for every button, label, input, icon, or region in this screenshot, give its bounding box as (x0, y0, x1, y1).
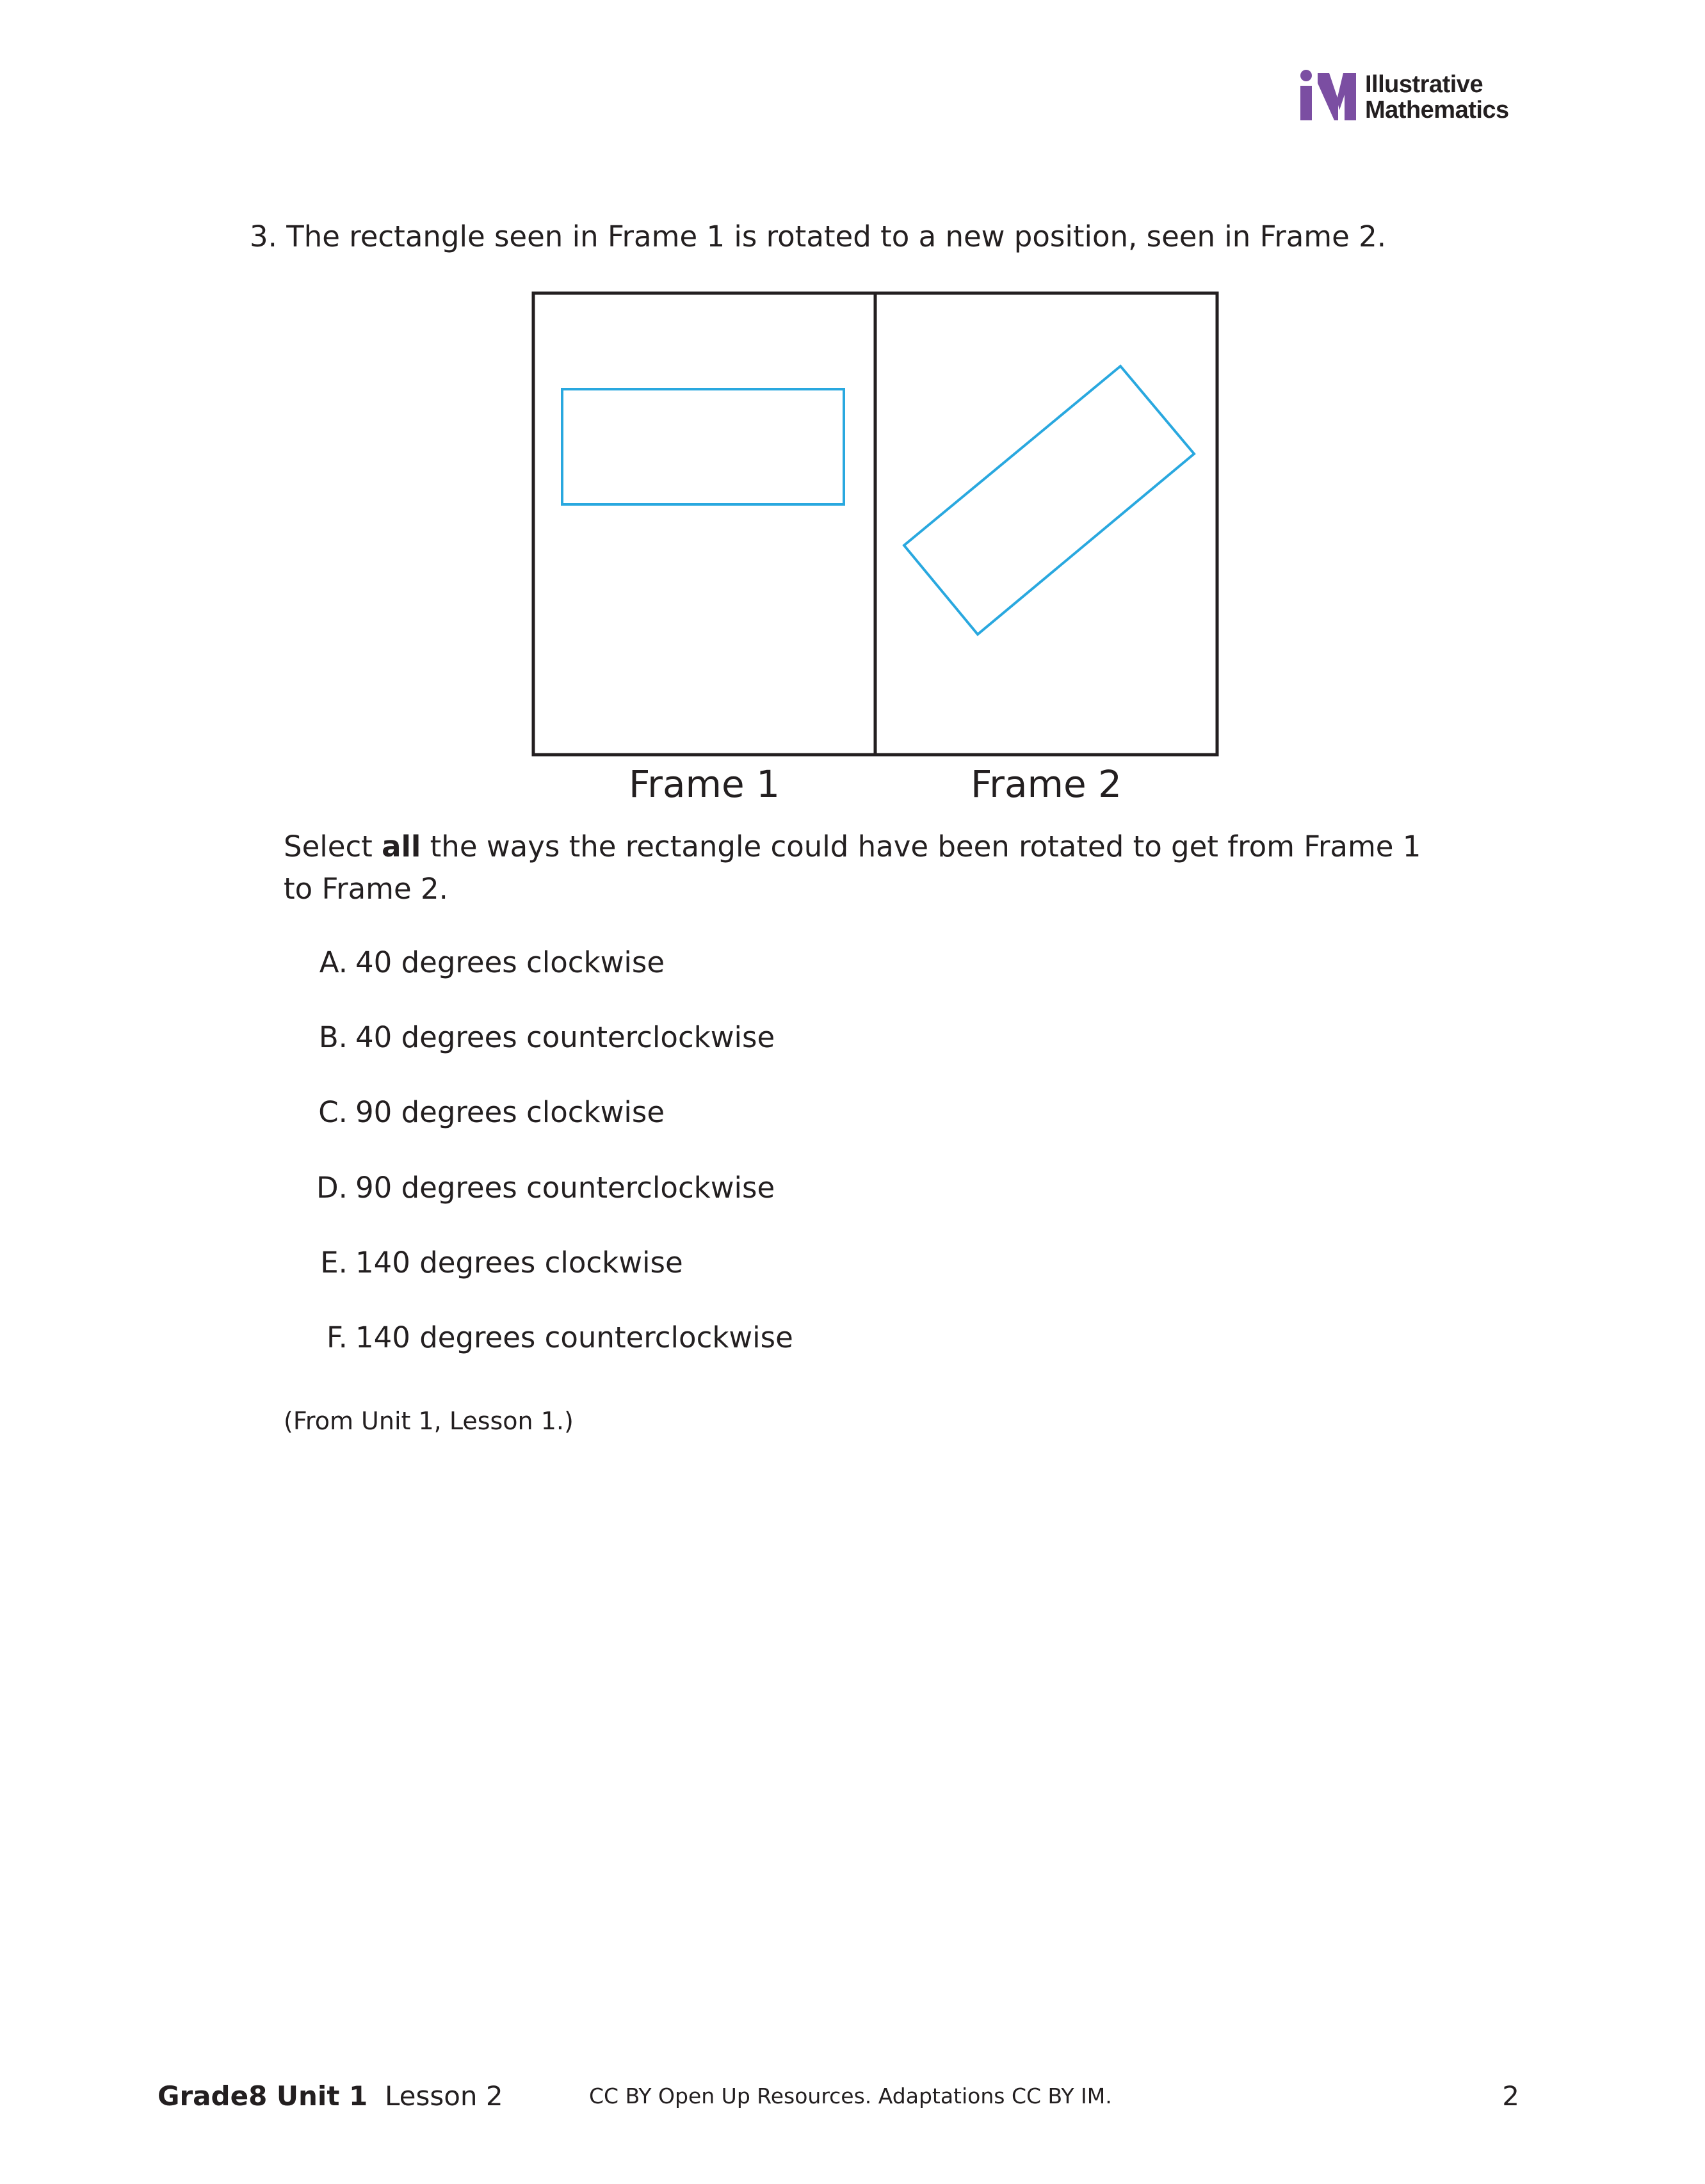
choice-text: 90 degrees clockwise (355, 1095, 665, 1129)
frame-2-rotated-rectangle (904, 366, 1194, 634)
choice-letter: C. (318, 1095, 348, 1129)
instructions (284, 826, 1436, 910)
choice-letter: B. (318, 1020, 348, 1054)
illustrative-mathematics-logo (1297, 69, 1528, 127)
instructions-prefix: Select (284, 830, 382, 863)
footer-course-lesson (158, 2077, 503, 2116)
im-logo-mark-icon (1297, 69, 1361, 122)
choice-text: 40 degrees counterclockwise (355, 1020, 775, 1054)
page-number: 2 (1502, 2080, 1519, 2112)
choice-text: 140 degrees counterclockwise (355, 1321, 793, 1354)
choice-letter: E. (320, 1246, 348, 1280)
logo-line-1: Illustrative (1365, 71, 1483, 98)
frame-1-label: Frame 1 (628, 762, 780, 806)
choice-text: 140 degrees clockwise (355, 1246, 683, 1280)
frame-1-rectangle (562, 389, 844, 504)
logo-line-2: Mathematics (1365, 97, 1509, 124)
footer-course: Grade8 Unit 1 (158, 2080, 368, 2112)
frame-2-box (875, 293, 1217, 755)
footer-license: CC BY Open Up Resources. Adaptations CC BY IM. (589, 2084, 1112, 2108)
instructions-suffix: the ways the rectangle could have been rotated to get from Frame 1 to Frame 2. (284, 830, 1421, 906)
rotation-figure (531, 291, 1229, 759)
choice-letter: A. (319, 945, 348, 979)
question-prompt: 3. The rectangle seen in Frame 1 is rotated to a new position, seen in Frame 2. (250, 220, 1387, 253)
footer-lesson: Lesson 2 (384, 2080, 503, 2112)
frame-1-box (533, 293, 875, 755)
logo-wordmark (1365, 72, 1509, 123)
choice-letter: D. (316, 1171, 348, 1205)
frame-2-label: Frame 2 (970, 762, 1122, 806)
instructions-emphasis: all (382, 830, 421, 863)
choice-text: 40 degrees clockwise (355, 945, 665, 979)
choice-letter: F. (327, 1321, 348, 1354)
source-note: (From Unit 1, Lesson 1.) (284, 1407, 574, 1435)
choice-text: 90 degrees counterclockwise (355, 1171, 775, 1205)
